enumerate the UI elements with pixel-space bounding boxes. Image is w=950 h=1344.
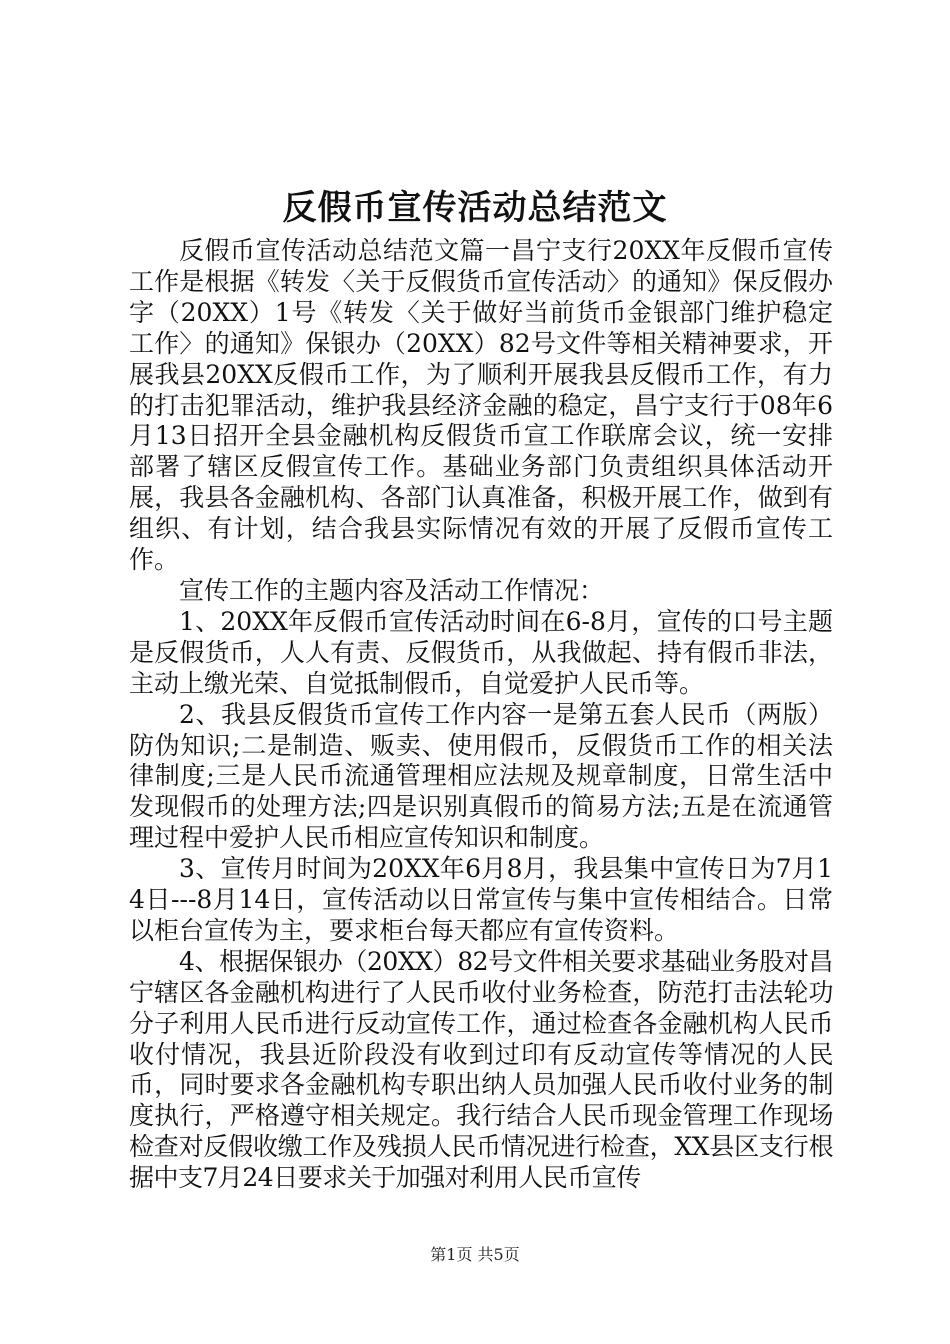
paragraph-intro: 反假币宣传活动总结范文篇一昌宁支行20XX年反假币宣传工作是根据《转发〈关于反假货币宣传活动〉的通知》保反假办字（20XX）1号《转发〈关于做好当前货币金银部门维护稳定工作〉的通知》保银办（20XX）82号文件等相关精神要求，开展我县20XX反假币工作，为了顺利开展我县反假币工作，有力的打击犯罪活动，维护我县经济金融的稳定，昌宁支行于08年6月13日招开全县金融机构反假货币宣工作联席会议，统一安排部署了辖区反假宣传工作。基础业务部门负责组织具体活动开展，我县各金融机构、各部门认真准备，积极开展工作，做到有组织、有计划，结合我县实际情况有效的开展了反假币宣传工作。 [129,236,833,575]
page-indicator: 第1页 共5页 [430,1245,520,1264]
paragraph-item-2: 2、我县反假货币宣传工作内容一是第五套人民币（两版）防伪知识;二是制造、贩卖、使用假币，反假货币工作的相关法律制度;三是人民币流通管理相应法规及规章制度，日常生活中发现假币的处理方法;四是识别真假币的简易方法;五是在流通管理过程中爱护人民币相应宣传知识和制度。 [129,699,833,853]
paragraph-item-4: 4、根据保银办（20XX）82号文件相关要求基础业务股对昌宁辖区各金融机构进行了人民币收付业务检查，防范打击法轮功分子利用人民币进行反动宣传工作，通过检查各金融机构人民币收付情况，我县近阶段没有收到过印有反动宣传等情况的人民币，同时要求各金融机构专职出纳人员加强人民币收付业务的制度执行，严格遵守相关规定。我行结合人民币现金管理工作现场检查对反假收缴工作及残损人民币情况进行检查，XX县区支行根据中支7月24日要求关于加强对利用人民币宣传 [129,946,833,1193]
document-body [129,236,833,1194]
paragraph-item-1: 1、20XX年反假币宣传活动时间在6-8月，宣传的口号主题是反假货币，人人有责、反假货币，从我做起、持有假币非法，主动上缴光荣、自觉抵制假币，自觉爱护人民币等。 [129,606,833,698]
paragraph-section-heading: 宣传工作的主题内容及活动工作情况： [179,575,605,605]
paragraph-item-3: 3、宣传月时间为20XX年6月8月，我县集中宣传日为7月14日---8月14日，宣传活动以日常宣传与集中宣传相结合。日常以柜台宣传为主，要求柜台每天都应有宣传资料。 [129,854,833,945]
document-title: 反假币宣传活动总结范文 [282,188,668,228]
